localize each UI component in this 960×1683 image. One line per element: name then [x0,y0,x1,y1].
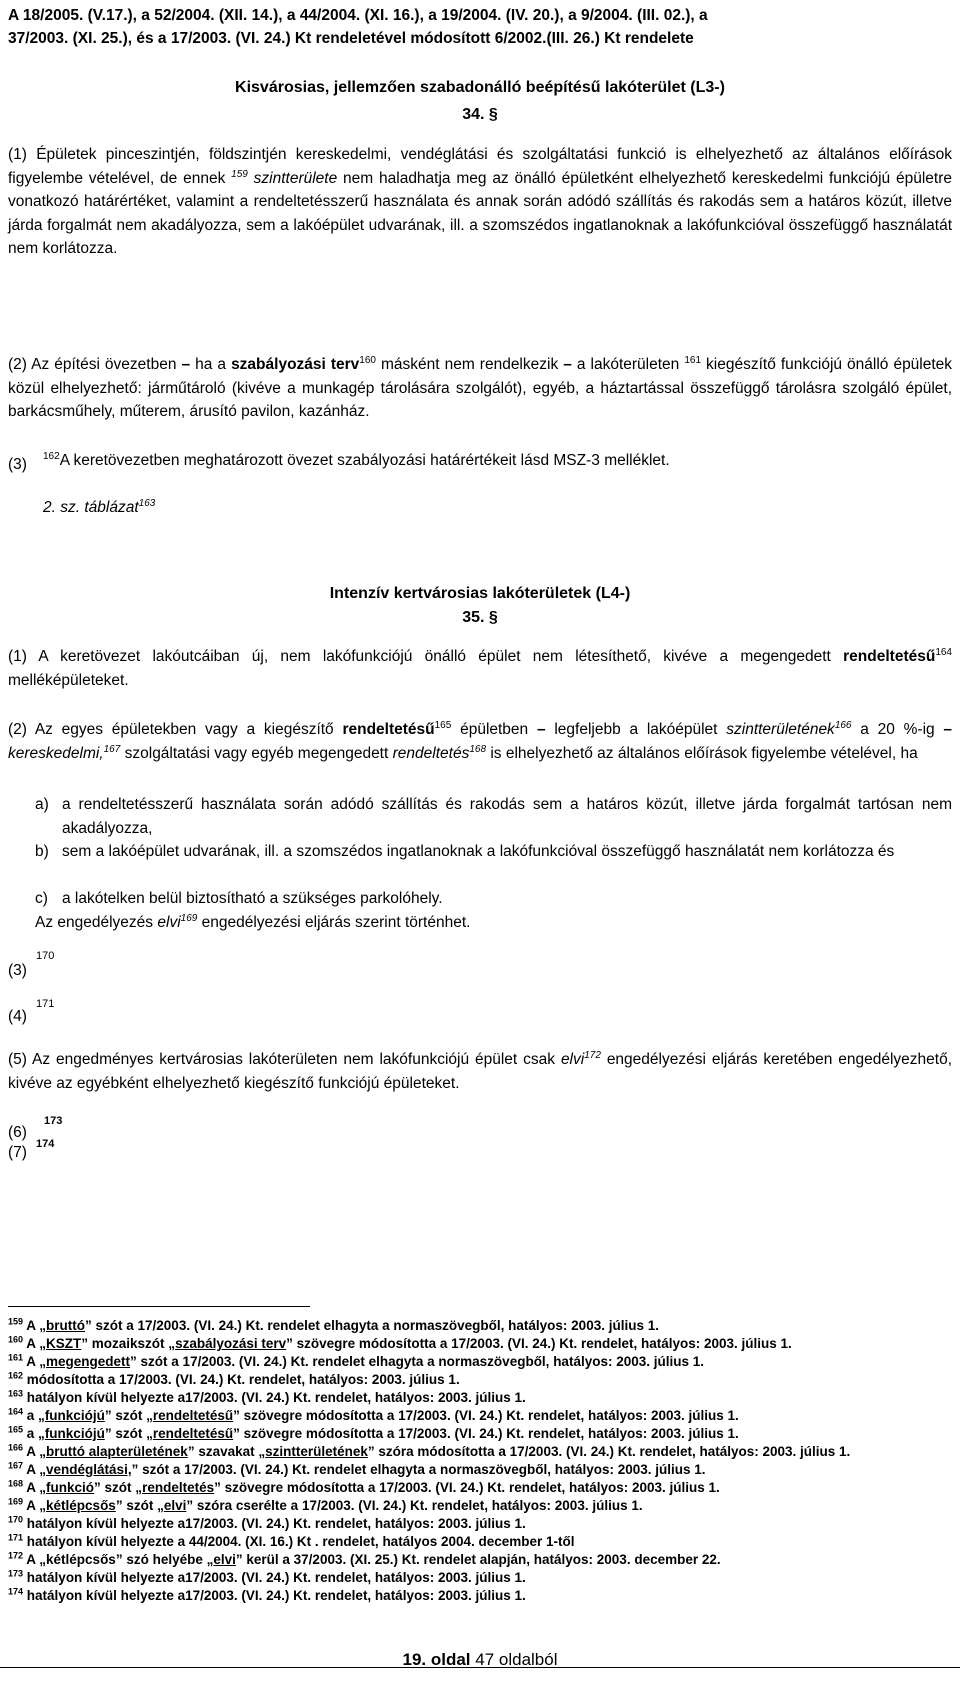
footnote-text: ” szóra cserélte a 17/2003. (VI. 24.) Kt. rendelet, hatályos: 2003. július 1. [186,1498,643,1513]
footnote-text: ” kerül a 37/2003. (XI. 25.) Kt. rendelet alapján, hatályos: 2003. december 22. [235,1552,721,1567]
footnote-quoted-term: bruttó alapterületének [46,1444,188,1459]
section-l3-title: Kisvárosias, jellemzően szabadonálló beépítésű lakóterület (L3-) [235,79,725,96]
footnote-quoted-term: bruttó [46,1318,86,1333]
footnote-number: 161 [8,1352,24,1363]
footnote-number: 172 [8,1550,24,1561]
footnote-text: ” szövegre módosította a 17/2003. (VI. 24.) Kt. rendelet, hatályos: 2003. július 1. [286,1336,792,1351]
section-l4-paragraph-7-label: (7) [8,1144,27,1161]
footnote-text: ” szót a 17/2003. (VI. 24.) Kt. rendelet elhagyta a normaszövegből, hatályos: 2003. július 1. [131,1462,706,1477]
footnote-number: 173 [8,1568,24,1579]
footnote-quoted-term: kétlépcsős [46,1498,116,1513]
footnote-number: 166 [8,1442,24,1453]
footnote-number: 164 [8,1406,24,1417]
footnote-quoted-term: funkciójú [44,1426,105,1441]
footnote-text: a „ [26,1408,45,1423]
footnote-item [8,1570,952,1586]
table-reference: 2. sz. táblázat$^{163}$ [43,497,156,516]
footnote-quoted-term: elvi [163,1498,187,1513]
list-item-b-label: b) [35,843,49,860]
footnote-text: hatályon kívül helyezte a17/2003. (VI. 24.) Kt. rendelet, hatályos: 2003. július 1. [26,1516,526,1531]
section-l4-paragraph-2: (2) Az egyes épületekben vagy a kiegészítő rendeltetésű$^{165}$ épületben – legfeljebb a lakóépület szintterületének$^{166}$ a 20 %-ig – kereskedelmi,$^{167}$ szolgáltatási vagy egyéb megengedett rendeltetés$^{168}$ is elhelyezhető az általános előírások figyelembe vételével, ha [8,719,953,762]
footnote-number: 168 [8,1478,24,1489]
footnote-text: A „ [26,1318,47,1333]
page-number: 19. oldal 47 oldalból [402,1650,558,1669]
footnote-text: A „ [26,1498,47,1513]
footnote-text: ” mozaikszót „ [81,1336,176,1351]
footnote-text: A „ [26,1480,47,1495]
footnote-text: A „ [26,1354,47,1369]
section-l3-paragraph-1: (1) Épületek pinceszintjén, földszintjén kereskedelmi, vendéglátási és szolgáltatási funkció is elhelyezhető az általános előírások figyelembe vételével, de ennek $^{159}$ szintterülete nem haladhatja meg az önálló épületként elhelyezhető kereskedelmi funkciójú épületre vonatkozó határértéket, valamint a rendeltetésszerű használata és annak során adódó szállítás és rakodás sem a határos közút, illetve járda forgalmát nem akadályozza, sem a lakóépület udvarának, ill. a szomszédos ingatlanoknak a lakófunkcióval összefüggő használatát nem korlátozza. [8,146,952,257]
footnote-quoted-term: KSZT [46,1336,82,1351]
footnote-quoted-term: funkció [46,1480,95,1495]
footnote-text: ” szót a 17/2003. (VI. 24.) Kt. rendelet elhagyta a normaszövegből, hatályos: 2003. július 1. [130,1354,705,1369]
header-line-1: A 18/2005. (V.17.), a 52/2004. (XII. 14.), a 44/2004. (XI. 16.), a 19/2004. (IV. 20.), a 9/2004. (III. 02.), a [8,7,708,24]
footnote-text: ” szavakat „ [187,1444,266,1459]
footnote-item [8,1498,952,1514]
list-item-a: a rendeltetésszerű használata során adódó szállítás és rakodás sem a határos közút, illetve járda forgalmát tartósan nem akadályozza, [62,796,952,837]
section-l4-paragraph-3-label: (3) [8,962,27,979]
list-item-c: a lakótelken belül biztosítható a szükséges parkolóhely. [62,890,443,907]
section-l3-paragraph-3-label: (3) [8,456,27,473]
list-item-a-label: a) [35,796,49,813]
section-l3-paragraph-2: (2) Az építési övezetben – ha a szabályozási terv$^{160}$ másként nem rendelkezik – a lakóterületen $^{161}$ kiegészítő funkciójú önálló épületek közül elhelyezhető: járműtároló (kivéve a munkagép tárolására szolgálót), egyéb, a háztartással összefüggő tárolásra szolgáló épület, barkácsműhely, műterem, árusító pavilon, kazánház. [8,354,953,420]
footnote-item [8,1444,952,1460]
footnote-item [8,1354,952,1370]
footnote-text: módosította a 17/2003. (VI. 24.) Kt. rendelet, hatályos: 2003. július 1. [26,1372,460,1387]
list-item-c-label: c) [35,890,48,907]
footnote-item [8,1552,952,1568]
footnote-text: ” szót a 17/2003. (VI. 24.) Kt. rendelet elhagyta a normaszövegből, hatályos: 2003. július 1. [85,1318,659,1333]
footnote-text: ” szóra módosította a 17/2003. (VI. 24.) Kt. rendelet, hatályos: 2003. július 1. [367,1444,851,1459]
footnote-number: 160 [8,1334,24,1345]
footnote-item [8,1516,952,1532]
footnote-number: 165 [8,1424,24,1435]
section-l4-paragraph-4-label: (4) [8,1008,27,1025]
section-l3-paragraph-3: $^{162}$A keretövezetben meghatározott övezet szabályozási határértékeit lásd MSZ-3 melléklet. [43,450,670,469]
footnote-quoted-term: szabályozási terv [175,1336,287,1351]
footnote-item [8,1426,952,1442]
section-l4-paragraph-4-footnote: 171 [36,998,55,1010]
footnote-quoted-term: megengedett [46,1354,131,1369]
footnote-text: hatályon kívül helyezte a17/2003. (VI. 24.) Kt. rendelet, hatályos: 2003. július 1. [26,1390,526,1405]
footnote-item [8,1318,952,1334]
section-l4-paragraph-3-footnote: 170 [36,950,55,962]
footnote-item [8,1336,952,1352]
footnote-item [8,1588,952,1604]
footnote-text: ” szót „ [115,1498,164,1513]
list-item-b: sem a lakóépület udvarának, ill. a szomszédos ingatlanoknak a lakófunkcióval összefüggő használatát nem korlátozza és [62,843,895,860]
section-l4-number: 35. § [462,609,498,626]
section-l4-paragraph-6-footnote: 173 [44,1115,63,1127]
footnote-text: A „ [26,1444,47,1459]
footnote-text: ” szövegre módosította a 17/2003. (VI. 24.) Kt. rendelet, hatályos: 2003. július 1. [214,1480,720,1495]
footnote-text: ” szövegre módosította a 17/2003. (VI. 24.) Kt. rendelet, hatályos: 2003. július 1. [233,1426,739,1441]
footnote-item [8,1462,952,1478]
footnote-quoted-term: funkciójú [44,1408,105,1423]
footnote-text: hatályon kívül helyezte a17/2003. (VI. 24.) Kt. rendelet, hatályos: 2003. július 1. [26,1588,526,1603]
section-l4-paragraph-1: (1) A keretövezet lakóutcáiban új, nem lakófunkciójú önálló épület nem létesíthető, kivéve a megengedett rendeltetésű$^{164}$ melléképületeket. [8,646,952,689]
footnote-quoted-term: vendéglátási, [46,1462,132,1477]
footnote-text: ” szövegre módosította a 17/2003. (VI. 24.) Kt. rendelet, hatályos: 2003. július 1. [233,1408,739,1423]
footnote-text: A „kétlépcsős” szó helyébe „ [26,1552,214,1567]
footnote-separator [8,1306,310,1307]
footnote-quoted-term: szintterületének [265,1444,368,1459]
footnote-text: hatályon kívül helyezte a17/2003. (VI. 24.) Kt. rendelet, hatályos: 2003. július 1. [26,1570,526,1585]
footnote-number: 169 [8,1496,24,1507]
section-l4-paragraph-6-label: (6) [8,1124,27,1141]
footnote-item [8,1390,952,1406]
footnote-text: A „ [26,1336,47,1351]
footnote-number: 174 [8,1586,24,1597]
footnote-item [8,1534,952,1550]
footnote-number: 167 [8,1460,24,1471]
footnote-text: ” szót „ [94,1480,143,1495]
footnote-number: 171 [8,1532,24,1543]
footnote-number: 159 [8,1316,24,1327]
section-l4-paragraph-7-footnote: 174 [36,1138,55,1150]
header-line-2: 37/2003. (XI. 25.), és a 17/2003. (VI. 24.) Kt rendeletével módosított 6/2002.(III. 26.) Kt rendelete [8,30,694,47]
document-header [8,4,952,50]
section-l3-number: 34. § [462,106,498,123]
footnote-item [8,1408,952,1424]
footnote-item [8,1480,952,1496]
footnote-number: 162 [8,1370,24,1381]
footnote-text: hatályon kívül helyezte a 44/2004. (XI. 16.) Kt . rendelet, hatályos 2004. december 1-től [26,1534,575,1549]
section-l4-paragraph-5: (5) Az engedményes kertvárosias lakóterületen nem lakófunkciójú épület csak elvi$^{172}$ engedélyezési eljárás keretében engedélyezhető, kivéve az egyébként elhelyezhető kiegészítő funkciójú épületeket. [8,1049,953,1092]
footnote-quoted-term: elvi [213,1552,236,1567]
footnote-quoted-term: rendeltetésű [152,1426,234,1441]
footnote-list [8,1318,952,1606]
footnote-text: ” szót „ [104,1408,153,1423]
footnote-quoted-term: rendeltetés [142,1480,215,1495]
footnote-text: ” szót „ [104,1426,153,1441]
footnote-text: A „ [26,1462,47,1477]
approval-note: Az engedélyezés elvi$^{169}$ engedélyezési eljárás szerint történhet. [35,912,471,931]
footnote-text: a „ [26,1426,45,1441]
footnote-number: 170 [8,1514,24,1525]
footnote-quoted-term: rendeltetésű [152,1408,234,1423]
footnote-item [8,1372,952,1388]
section-l4-title: Intenzív kertvárosias lakóterületek (L4-) [329,585,631,602]
footnote-number: 163 [8,1388,24,1399]
